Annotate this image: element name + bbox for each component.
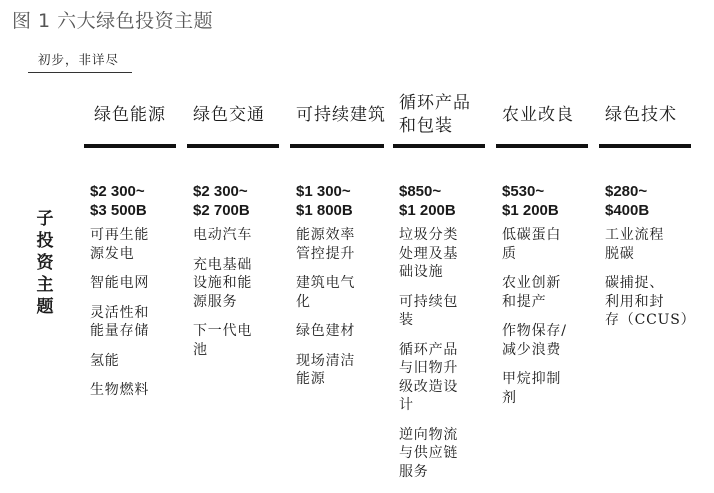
- theme-column-sustainable-buildings: [290, 90, 384, 400]
- sub-theme-item: 逆向物流 与供应链 服务: [399, 426, 459, 480]
- sub-theme-list: [393, 226, 485, 481]
- column-header: [290, 90, 384, 140]
- theme-column-green-energy: [84, 90, 176, 411]
- sub-theme-item: 可持续包 装: [399, 293, 459, 328]
- sub-theme-item: 工业流程 脱碳: [605, 227, 665, 262]
- range-high: $1 800B: [296, 202, 353, 219]
- investment-range: [187, 182, 279, 220]
- sub-theme-list: [84, 226, 176, 400]
- column-header-line: 可持续建筑: [296, 104, 386, 125]
- sub-theme-item: 农业创新 和提产: [502, 275, 562, 310]
- side-label-char: 投: [36, 231, 54, 251]
- column-header: [84, 90, 176, 140]
- investment-range: [393, 182, 485, 220]
- column-rule: [290, 144, 384, 148]
- range-low: $850~: [399, 183, 442, 200]
- theme-column-circular-packaging: [393, 90, 485, 492]
- sub-theme-item: 现场清洁 能源: [296, 352, 356, 387]
- sub-theme-item: 低碳蛋白 质: [502, 227, 562, 262]
- column-header: [393, 90, 485, 140]
- sub-theme-item: 可再生能 源发电: [90, 227, 150, 262]
- range-low: $2 300~: [90, 183, 145, 200]
- side-label-char: 资: [36, 253, 54, 273]
- sub-theme-item: 灵活性和 能量存储: [90, 304, 150, 339]
- column-header-line: 农业改良: [502, 104, 574, 125]
- side-label-char: 子: [36, 209, 54, 229]
- sub-theme-item: 绿色建材: [296, 323, 356, 339]
- sub-theme-item: 建筑电气 化: [296, 275, 356, 310]
- sub-theme-item: 氢能: [90, 352, 120, 369]
- note-box: [28, 50, 132, 73]
- investment-range: [290, 182, 384, 220]
- column-header: [599, 90, 691, 140]
- range-high: $400B: [605, 202, 650, 219]
- sub-theme-list: [290, 226, 384, 389]
- side-label-char: 题: [36, 297, 54, 317]
- column-header: [496, 90, 588, 140]
- column-header-line: 循环产品: [399, 93, 471, 113]
- sub-theme-item: 垃圾分类 处理及基 础设施: [399, 227, 459, 280]
- range-high: $3 500B: [90, 202, 147, 219]
- column-header-line: 绿色交通: [193, 104, 265, 125]
- sub-theme-list: [496, 226, 588, 407]
- column-rule: [187, 144, 279, 148]
- sub-theme-item: 碳捕捉、 利用和封 存（CCUS）: [605, 275, 696, 328]
- note-text: 初步，非详尽: [38, 52, 120, 67]
- sub-theme-list: [187, 226, 279, 359]
- side-label-char: 主: [36, 275, 54, 295]
- sub-theme-item: 智能电网: [90, 275, 150, 291]
- theme-column-green-transport: [187, 90, 279, 370]
- sub-theme-list: [599, 226, 696, 330]
- sub-theme-item: 能源效率 管控提升: [296, 227, 356, 262]
- range-high: $1 200B: [399, 202, 456, 219]
- investment-range: [84, 182, 176, 220]
- sub-theme-item: 甲烷抑制 剂: [502, 371, 562, 406]
- sub-theme-item: 电动汽车: [193, 227, 253, 243]
- investment-range: [496, 182, 588, 220]
- range-high: $2 700B: [193, 202, 250, 219]
- range-low: $280~: [605, 183, 648, 200]
- column-header: [187, 90, 279, 140]
- column-header-line: 和包装: [399, 116, 453, 136]
- theme-column-agriculture: [496, 90, 588, 418]
- sub-theme-item: 循环产品 与旧物升 级改造设 计: [399, 341, 459, 413]
- figure-title: 图 1 六大绿色投资主题: [12, 10, 214, 32]
- side-label: [32, 208, 58, 318]
- sub-theme-item: 作物保存/ 减少浪费: [502, 323, 567, 358]
- sub-theme-item: 生物燃料: [90, 382, 150, 398]
- column-header-line: 绿色技术: [605, 104, 677, 125]
- range-low: $2 300~: [193, 183, 248, 200]
- range-low: $1 300~: [296, 183, 351, 200]
- column-rule: [599, 144, 691, 148]
- range-high: $1 200B: [502, 202, 559, 219]
- sub-theme-item: 充电基础 设施和能 源服务: [193, 256, 253, 310]
- column-header-line: 绿色能源: [94, 104, 166, 125]
- column-rule: [496, 144, 588, 148]
- sub-theme-item: 下一代电 池: [193, 323, 253, 358]
- investment-range: [599, 182, 691, 220]
- theme-column-green-tech: [599, 90, 696, 341]
- column-rule: [393, 144, 485, 148]
- column-rule: [84, 144, 176, 148]
- range-low: $530~: [502, 183, 545, 200]
